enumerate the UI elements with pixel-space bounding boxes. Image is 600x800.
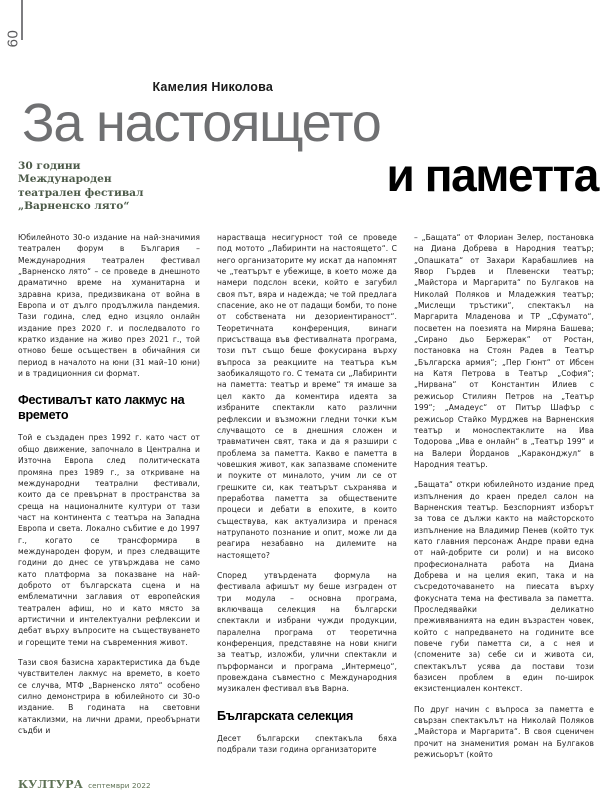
issue-date: септември 2022 — [88, 781, 151, 790]
headline-line-1: За настоящето — [22, 93, 381, 153]
page-footer — [18, 778, 151, 791]
body-paragraph: Той е създаден през 1992 г. като част от общо движение, започнало в Централна и Източна Европа след политическата промяна през 1989 г., за откриване на международни театрални фестивали, които да се превърнат в пространства за среща на националните култури от тази част на континента с театъра на Западна Европа и света. Локално събитие е до 1997 г., когато се трансформира в международен форум, и през следващите години до днес се утвърждава не само като платформа за показване на най-доброто от българската сцена и на емблематични заглавия от европейския театрален афиш, но и като място за артистични и интелектуални рефлексии и дебат върху въпросите на съществуването и горещите теми на съвременния живот. — [18, 433, 200, 647]
folio-rule — [21, 0, 23, 40]
body-paragraph: Десет български спектакъла бяха подбрали тази година организаторите — [217, 733, 397, 755]
standfirst: 30 години Международен театрален фестивал „Варненско лято“ — [18, 160, 144, 213]
body-paragraph: „Бащата“ откри юбилейното издание пред изпълнения до краен предел салон на Варненския театър. Безспорният изборът за това се дължи както на майсторското изпълнение на Владимир Пенев (който тук като главния персонаж Андре прави една от най-добрите си роли) и на високо професионалната работа на Диана Добрева и на целия екип, така и на съсредоточаването на пиесата върху фокусната тема на фестивала за паметта. Проследявайки деликатно преживяванията на един възрастен човек, който с напредването на годините все повече губи паметта си, а с нея и (спомените за) себе си и живота си, спектакълът усява да постави този базисен проблем в един по-широк екзистенциален контекст. — [414, 480, 594, 694]
section-heading: Фестивалът като лакмус на времето — [18, 393, 185, 423]
text-column-1 — [18, 232, 200, 780]
page-number: 60 — [4, 29, 22, 48]
section-heading: Българската селекция — [217, 708, 354, 723]
text-column-3 — [414, 232, 594, 780]
body-paragraph: Тази своя базисна характеристика да бъде чувствителен лакмус на времето, в което се случва, МТФ „Варненско лято“ особено силно демонстрира в юбилейното си 30-о издание. В годината на световни катаклизми, на лични драми, преобърнати съдби и — [18, 658, 200, 736]
body-paragraph: Юбилейното 30-о издание на най-значимия театрален форум в България – Международния театрален фестивал „Варненско лято“ – се проведе в днешното драматично време на хуманитарна и здравна криза, предизвикана от война в Европа и от дълго продължила пандемия. Тази година, след едно изцяло онлайн издание през 2020 г. и последвалото го кратко издание на живо през 2021 г., той отново беше осъществен в обичайния си период в началото на юни (31 май–10 юни) и в традиционния си формат. — [18, 233, 200, 379]
body-paragraph: – „Бащата“ от Флориан Зелер, постановка на Диана Добрева в Народния театър; „Опашката“ от Захари Карабашлиев на Явор Гърдев и Плевенски театър; „Майстора и Маргарита“ по Булгаков на Николай Поляков и Младежкия театър; „Мислещи тръстики“, спектакъл на Маргарита Младенова и ТР „Сфумато“, посветен на поезията на Миряна Башева; „Сирано дьо Бержерак“ от Ростан, постановка на Стоян Радев в Театър „Българска армия“; „Пер Гюнт“ от Ибсен на Катя Петрова в Театър „София“; „Нирвана“ от Константин Илиев с режисьор Стилиян Петров на „Театър 199“; „Амадеус“ от Питър Шафър с режисьор Стайко Мурджев на Варненския театър и моноспектаклите на Ива Тодорова „Ива е онлайн“ в „Театър 199“ и на Валери Йорданов „Караконджул“ в Народния театър. — [414, 233, 594, 469]
publication-logo: КУЛТУРА — [18, 778, 84, 791]
headline-line-2: и паметта — [386, 149, 598, 201]
body-paragraph: нарастваща несигурност той се проведе под мотото „Лабиринти на настоящето“. С него организаторите му искат да напомнят че „театърът е убежище, в което може да намери подслон всеки, който е загубил своя път, вяра и надежда; че той предлага спасение, ако не от падащи бомби, то поне от собствената ни дезориентираност“. Теоретичната конференция, винаги присъстваща във фестивалната програма, този път също беше фокусирана върху въпроса за реакциите на театъра към заобикалящото го. С темата си „Лабиринти на паметта: театър и време“ тя имаше за цел както да коментира идеята за избраните спектакли като различни рефлексии и възможни гледни точки към случващото се в днешния сложен и травматичен свят, така и да я разшири с проблема за паметта. Какво е паметта в човешкия живот, как запазваме спомените и поуките от миналото, учим ли се от грешките си, как театърът съхранява и преработва паметта за обществените процеси и дебати в епохите, в които съществува, как актуализира и пренася натрупаното познание и опит, може ли да реагира незабавно на дилемите на настоящето? — [217, 233, 397, 560]
author-byline: Камелия Николова — [152, 80, 273, 94]
text-column-2 — [217, 232, 397, 780]
body-paragraph: По друг начин с въпроса за паметта е свързан спектакълът на Николай Поляков „Майстора и Маргарита“. В своя сценичен прочит на знаменития роман на Булгаков режисьорът (който — [414, 704, 594, 760]
body-paragraph: Според утвърдената формула на фестивала афишът му беше изграден от три модула – основна програма, включваща селекция на български спектакли и избрани чужди продукции, паралелна програма от теоретична конференция, представяне на нови книги за театър, изложби, улични спектакли и пърформанси и програма „Интермецо“, провеждана съвместно с Международния музикален фестивал във Варна. — [217, 570, 397, 694]
